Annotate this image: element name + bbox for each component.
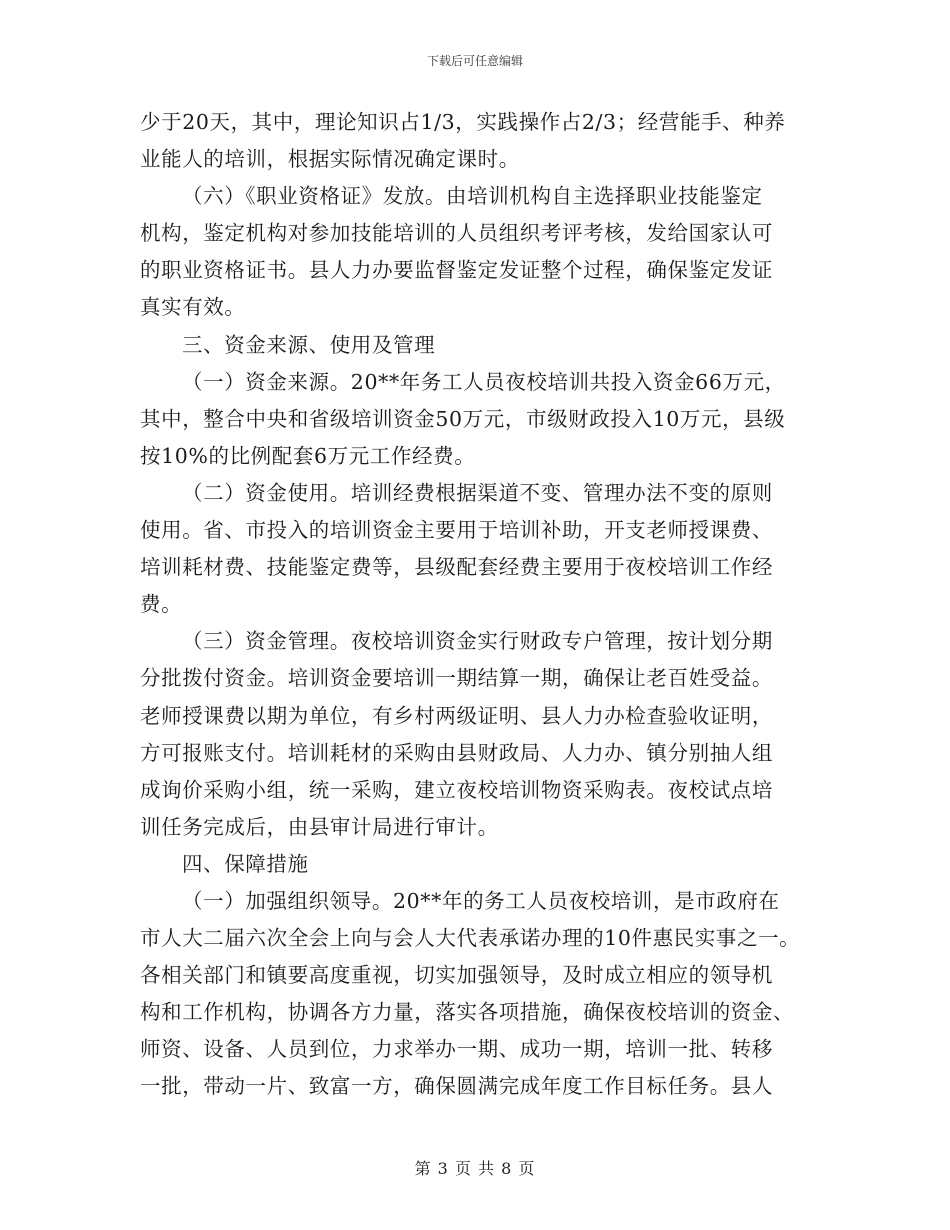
text-line: 四、保障措施	[182, 851, 309, 876]
text-line: 方可报账支付。培训耗材的采购由县财政局、人力办、镇分别抽人组	[140, 740, 773, 765]
page-header: 下载后可任意编辑	[426, 54, 523, 68]
text-line: 成询价采购小组，统一采购，建立夜校培训物资采购表。夜校试点培	[140, 777, 773, 802]
text-line: 按10%的比例配套6万元工作经费。	[140, 443, 476, 468]
text-line: 一批，带动一片、致富一方，确保圆满完成年度工作目标任务。县人	[140, 1074, 773, 1099]
text-line: 市人大二届六次全会上向与会人大代表承诺办理的10件惠民实事之一。	[140, 926, 801, 951]
text-line: 训任务完成后，由县审计局进行审计。	[140, 814, 499, 839]
text-line: （一）资金来源。20**年务工人员夜校培训共投入资金66万元，	[182, 369, 786, 394]
text-line: 业能人的培训，根据实际情况确定课时。	[140, 147, 520, 172]
text-line: 费。	[140, 592, 183, 617]
text-line: （六）《职业资格证》发放。由培训机构自主选择职业技能鉴定	[182, 184, 763, 209]
document-body	[140, 104, 815, 1106]
text-line: 分批拨付资金。培训资金要培训一期结算一期，确保让老百姓受益。	[140, 666, 773, 691]
text-line: 其中，整合中央和省级培训资金50万元，市级财政投入10万元，县级	[140, 406, 786, 431]
text-line: 师资、设备、人员到位，力求举办一期、成功一期，培训一批、转移	[140, 1037, 773, 1062]
text-line: （一）加强组织领导。20**年的务工人员夜校培训，是市政府在	[182, 888, 780, 913]
text-line: 真实有效。	[140, 295, 246, 320]
text-line: 构和工作机构，协调各方力量，落实各项措施，确保夜校培训的资金、	[140, 1000, 795, 1025]
page-footer: 第 3 页 共 8 页	[414, 1159, 536, 1178]
text-line: 培训耗材费、技能鉴定费等，县级配套经费主要用于夜校培训工作经	[140, 555, 773, 580]
text-line: 三、资金来源、使用及管理	[182, 332, 436, 357]
text-line: 使用。省、市投入的培训资金主要用于培训补助，开支老师授课费、	[140, 518, 773, 543]
text-line: 各相关部门和镇要高度重视，切实加强领导，及时成立相应的领导机	[140, 963, 773, 988]
text-line: 机构，鉴定机构对参加技能培训的人员组织考评考核，发给国家认可	[140, 221, 773, 246]
text-line: （三）资金管理。夜校培训资金实行财政专户管理，按计划分期	[182, 629, 773, 654]
text-line: 老师授课费以期为单位，有乡村两级证明、县人力办检查验收证明，	[140, 703, 773, 728]
text-line: 的职业资格证书。县人力办要监督鉴定发证整个过程，确保鉴定发证	[140, 258, 773, 283]
text-line: （二）资金使用。培训经费根据渠道不变、管理办法不变的原则	[182, 480, 773, 505]
text-line: 少于20天，其中，理论知识占1/3，实践操作占2/3；经营能手、种养	[140, 110, 786, 134]
